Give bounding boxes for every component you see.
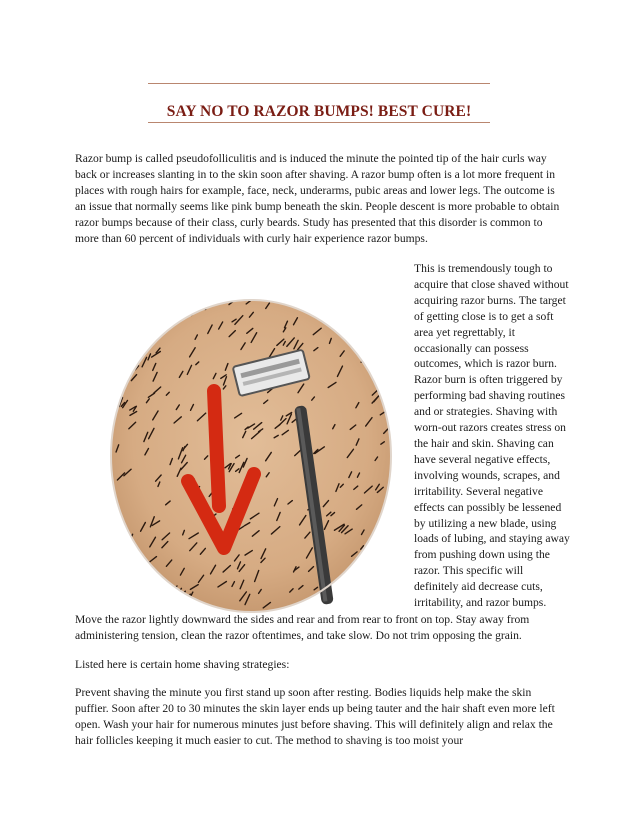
hair-strand [123,342,130,348]
hair-strand [355,307,359,315]
hair-strand [162,308,164,312]
hair-strand [372,296,376,301]
hair-strand [164,311,174,317]
hair-strand [366,561,373,568]
hair-strand [379,385,381,389]
hair-strand [345,308,349,310]
strategies-intro: Listed here is certain home shaving strategies: [75,658,290,671]
hair-strand [377,573,380,578]
hair-strand [135,348,138,351]
side-paragraph: This is tremendously tough to acquire that close shaved without acquiring razor burns. The target of getting close is to get a soft area yet regrettably, it occasionally can possess outcomes, which is razor burn. Razor burn is often triggered by performing bad shaving routines and or strategies. Shaving with worn-out razors creates stress on the hair and skin. Shaving can have several negative effects, involving wounds, scrapes, and irritability. Several negative effects can possibly be lessened by utilizing a new blade, using loads of lubing, and staying away from pushing down using the razor. This specific will definitely aid decrease cuts, irritability, and razor bumps. [414,262,570,610]
hair-strand [354,337,356,341]
title-rule-bottom [148,122,490,123]
hair-strand [120,373,123,377]
technique-paragraph: Move the razor lightly downward the sides and rear and from rear to front on top. Stay away from administering tension, clean the razor oftentimes, and take slow. Do not trim opposing the grain. [75,613,530,642]
hair-strand [297,298,301,302]
hair-strand [380,600,382,606]
hair-strand [380,299,383,302]
hair-strand [152,299,160,305]
hair-strand [343,591,348,597]
hair-strand [137,330,139,335]
hair-strand [167,596,172,599]
hair-strand [379,351,381,356]
hair-strand [196,607,197,611]
hair-strand [355,591,361,595]
hair-strand [377,539,383,549]
intro-paragraph: Razor bump is called pseudofolliculitis and is induced the minute the pointed tip of the hair curls way back or increases slanting in to the skin soon after shaving. A razor bump often is a lot more frequent in places with rough hairs for example, face, neck, underarms, pubic areas and lower legs. The outcome is an issue that normally seems like pink bump beneath the skin. People descent is more probable to obtain razor bumps because of their class, curly beards. Study has presented that this disorder is common to more than 60 percent of individuals with curly hair experience razor bumps. [75,152,560,245]
hair-strand [340,597,345,606]
hair-strand [161,297,170,302]
hair-strand [296,296,300,302]
tips-paragraph: Prevent shaving the minute you first stand up soon after resting. Bodies liquids help make the skin puffier. Soon after 20 to 30 minutes the skin layer ends up being tauter and the hair shaft even more left open. Wash your hair for numerous minutes just before shaving. This will definitely align and relax the hair follicles keeping it much easier to cut. The method to shaving is too moist your [75,686,555,747]
hair-strand [376,329,383,333]
hair-strand [117,597,121,605]
razor-illustration [106,296,396,616]
hair-strand [330,302,334,309]
hair-strand [162,600,166,607]
hair-strand [293,300,295,304]
page-title: SAY NO TO RAZOR BUMPS! BEST CURE! [166,103,472,121]
hair-strand [137,570,139,574]
hair-strand [379,317,383,327]
hair-strand [306,301,309,305]
hair-strand [138,341,141,345]
title-rule-top [148,83,490,84]
